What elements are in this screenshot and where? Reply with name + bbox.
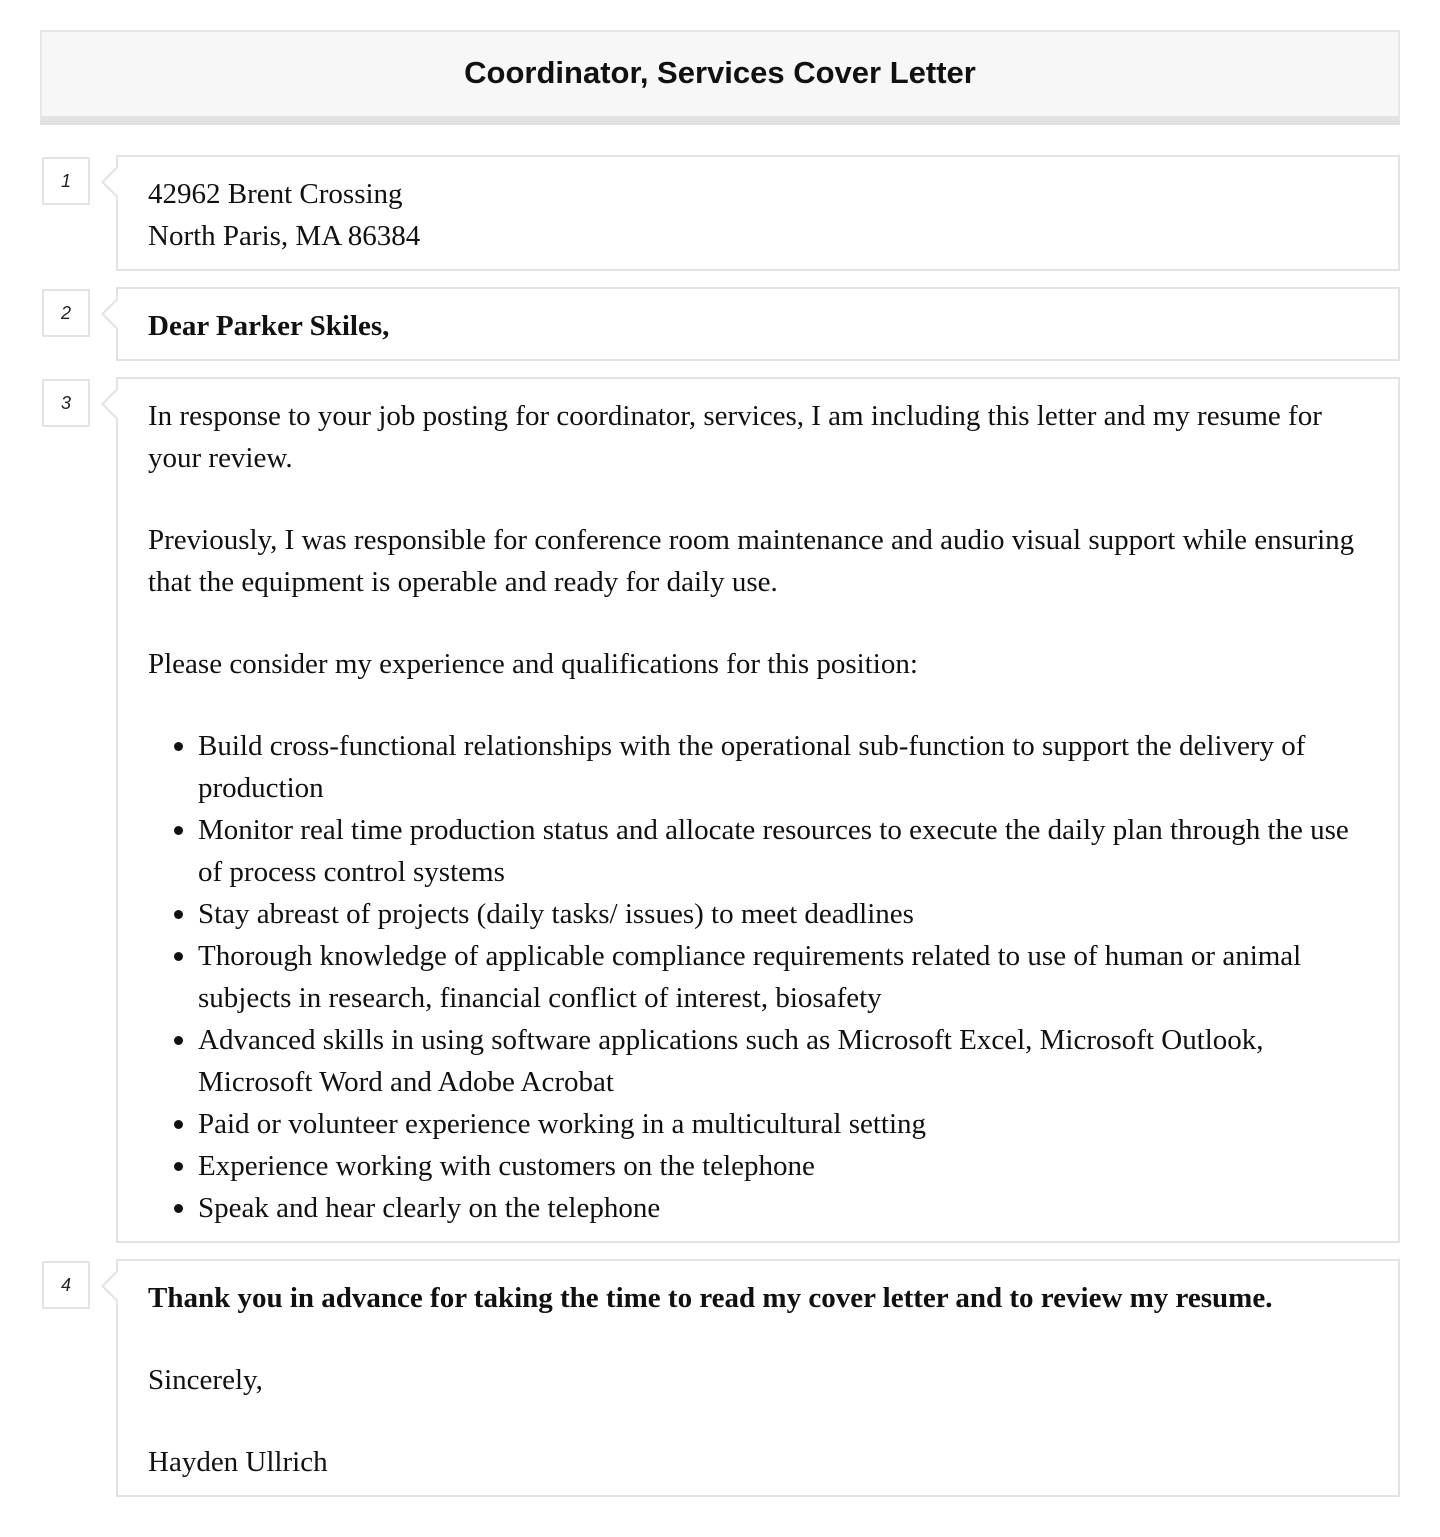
- section-number-1: 1: [42, 157, 90, 205]
- list-item: Speak and hear clearly on the telephone: [148, 1187, 1368, 1229]
- list-item: Monitor real time production status and allocate resources to execute the daily plan through the use of process control systems: [148, 809, 1368, 893]
- section-number-4: 4: [42, 1261, 90, 1309]
- thank-you-line: Thank you in advance for taking the time to read my cover letter and to review my resume.: [148, 1282, 1273, 1314]
- consider-paragraph: Please consider my experience and qualifications for this position:: [148, 648, 918, 680]
- body-block: [116, 377, 1400, 1243]
- title-banner: [40, 30, 1400, 125]
- qualifications-list: [148, 725, 1368, 1229]
- list-item: Stay abreast of projects (daily tasks/ issues) to meet deadlines: [148, 893, 1368, 935]
- closing-block: [116, 1259, 1400, 1497]
- list-item: Advanced skills in using software applications such as Microsoft Excel, Microsoft Outlook, Microsoft Word and Adobe Acrobat: [148, 1019, 1368, 1103]
- intro-paragraph: In response to your job posting for coordinator, services, I am including this letter and my resume for your review.: [148, 400, 1322, 474]
- section-number-3: 3: [42, 379, 90, 427]
- page-title: Coordinator, Services Cover Letter: [464, 55, 976, 90]
- salutation-block: [116, 287, 1400, 361]
- section-number-2: 2: [42, 289, 90, 337]
- signature-name: Hayden Ullrich: [148, 1446, 328, 1478]
- address-block: [116, 155, 1400, 271]
- list-item: Paid or volunteer experience working in a multicultural setting: [148, 1103, 1368, 1145]
- previous-experience-paragraph: Previously, I was responsible for conference room maintenance and audio visual support while ensuring that the equipment is operable and ready for daily use.: [148, 524, 1355, 598]
- salutation: Dear Parker Skiles,: [148, 310, 390, 342]
- list-item: Thorough knowledge of applicable compliance requirements related to use of human or animal subjects in research, financial conflict of interest, biosafety: [148, 935, 1368, 1019]
- address-line-2: North Paris, MA 86384: [148, 220, 421, 252]
- list-item: Experience working with customers on the telephone: [148, 1145, 1368, 1187]
- list-item: Build cross-functional relationships with the operational sub-function to support the delivery of production: [148, 725, 1368, 809]
- closing-phrase: Sincerely,: [148, 1364, 263, 1396]
- address-line-1: 42962 Brent Crossing: [148, 178, 403, 210]
